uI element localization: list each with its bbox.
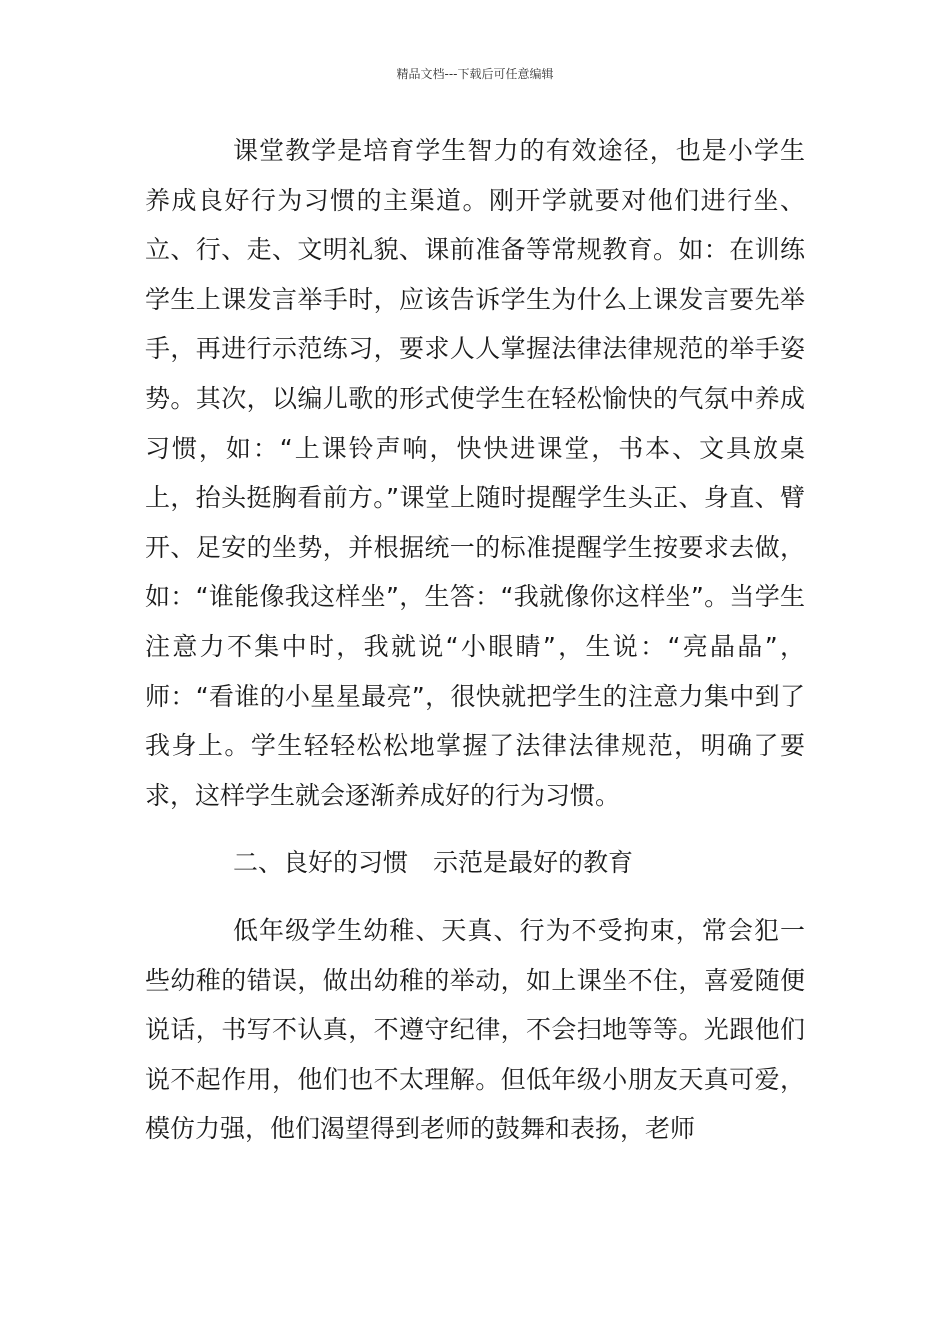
section-heading: 二、良好的习惯 示范是最好的教育	[233, 848, 634, 878]
paragraph-classroom-habits: 课堂教学是培育学生智力的有效途径，也是小学生养成良好行为习惯的主渠道。刚开学就要对他们进行坐、立、行、走、文明礼貌、课前准备等常规教育。如：在训练学生上课发言举手时，应该告诉学生为什么上课发言要先举手，再进行示范练习，要求人人掌握法律法律规范的举手姿势。其次，以编儿歌的形式使学生在轻松愉快的气氛中养成习惯，如：“上课铃声响，快快进课堂，书本、文具放桌上，抬头挺胸看前方。”课堂上随时提醒学生头正、身直、臂开、足安的坐势，并根据统一的标准提醒学生按要求去做，如：“谁能像我这样坐”，生答：“我就像你这样坐”。当学生注意力不集中时，我就说“小眼睛”，生说：“亮晶晶”，师：“看谁的小星星最亮”，很快就把学生的注意力集中到了我身上。学生轻轻松松地掌握了法律法律规范，明确了要求，这样学生就会逐渐养成好的行为习惯。	[145, 136, 805, 810]
paragraph-modeling: 低年级学生幼稚、天真、行为不受拘束，常会犯一些幼稚的错误，做出幼稚的举动，如上课坐不住，喜爱随便说话，书写不认真，不遵守纪律，不会扫地等等。光跟他们说不起作用，他们也不太理解。但低年级小朋友天真可爱，模仿力强，他们渴望得到老师的鼓舞和表扬，老师	[145, 915, 805, 1144]
document-body	[145, 126, 805, 1154]
page-header: 精品文档---下载后可任意编辑	[396, 67, 554, 81]
